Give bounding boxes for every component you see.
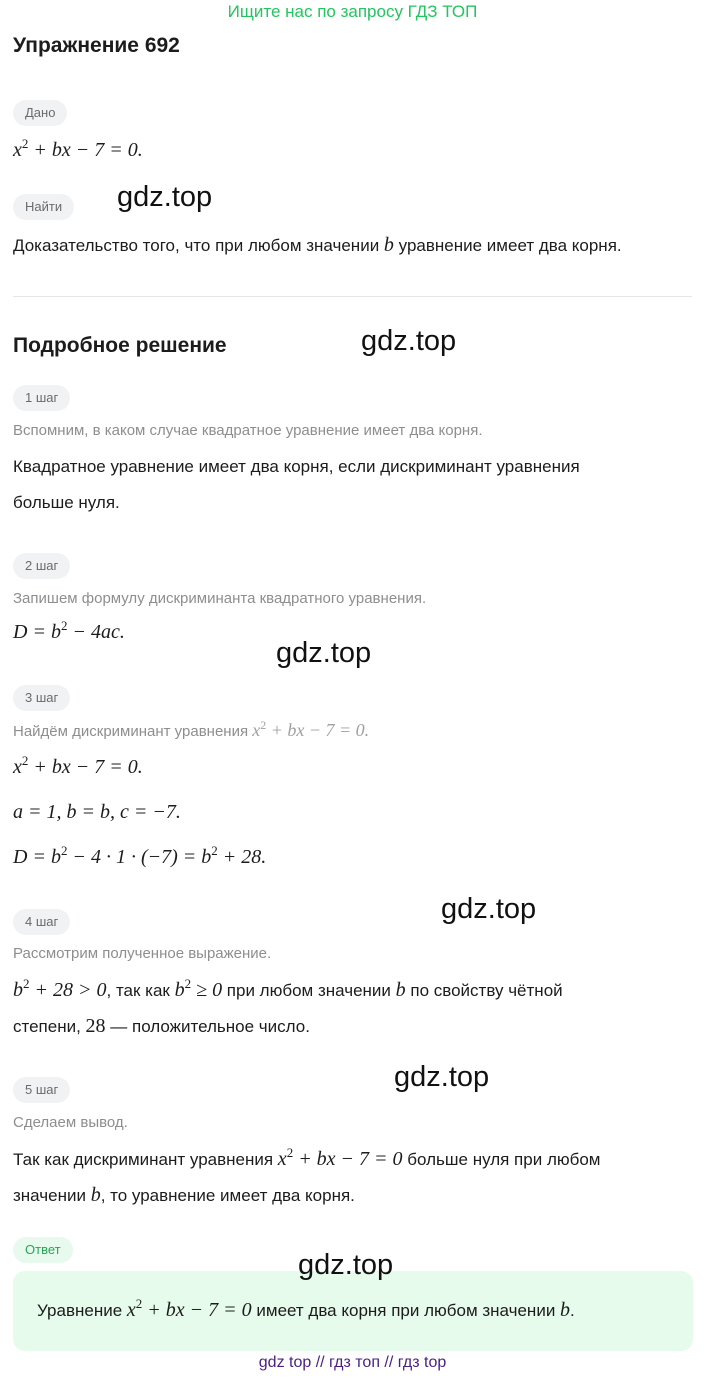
step-2-tag: 2 шаг — [13, 553, 70, 579]
section-divider — [13, 296, 692, 297]
step-2-formula: $D = b^2 - 4ac$. — [13, 618, 125, 643]
watermark: gdz.top — [394, 1061, 490, 1093]
solution-title: Подробное решение — [13, 334, 227, 357]
step-4-line-1: $b^2 + 28 > 0$, так как $b^2 \ge 0$ при любом значении b по свойству чётной — [13, 976, 563, 1001]
step-1-line-2: больше нуля. — [13, 493, 120, 512]
step-4-hint: Рассмотрим полученное выражение. — [13, 945, 272, 962]
given-equation: $x^2$ + bx − 7 = 0. — [13, 136, 143, 161]
step-4-tag: 4 шаг — [13, 909, 70, 935]
step-1-tag: 1 шаг — [13, 385, 70, 411]
find-tag: Найти — [13, 194, 74, 220]
step-3-coefficients: a = 1, b = b, c = −7. — [13, 801, 181, 823]
step-5-line-1: Так как дискриминант уравнения $x^2$ + bx − 7 = 0 больше нуля при любом — [13, 1145, 601, 1170]
page-title: Упражнение 692 — [13, 34, 180, 57]
find-text: Доказательство того, что при любом значении b уравнение имеет два корня. — [13, 234, 622, 256]
top-banner: Ищите нас по запросу ГДЗ ТОП — [227, 2, 478, 21]
step-5-hint: Сделаем вывод. — [13, 1114, 128, 1131]
watermark: gdz.top — [276, 637, 372, 669]
step-3-discriminant: $D = b^2 - 4 \cdot 1 \cdot (-7) = b^2 + 28$. — [13, 843, 267, 868]
step-2-hint: Запишем формулу дискриминанта квадратного уравнения. — [13, 590, 427, 607]
answer-tag: Ответ — [13, 1237, 73, 1263]
step-4-line-2: степени, 28 — положительное число. — [13, 1015, 310, 1037]
footer-links: gdz top // гдз топ // гдз top — [258, 1354, 447, 1371]
given-tag: Дано — [13, 100, 67, 126]
watermark: gdz.top — [117, 181, 213, 213]
step-3-tag: 3 шаг — [13, 685, 70, 711]
step-5-line-2: значении b, то уравнение имеет два корня. — [13, 1184, 355, 1206]
step-1-hint: Вспомним, в каком случае квадратное уравнение имеет два корня. — [13, 422, 483, 439]
step-5-tag: 5 шаг — [13, 1077, 70, 1103]
answer-text: Уравнение $x^2$ + bx − 7 = 0 имеет два корня при любом значении b. — [37, 1296, 575, 1321]
step-1-line-1: Квадратное уравнение имеет два корня, если дискриминант уравнения — [13, 457, 580, 476]
watermark: gdz.top — [441, 893, 537, 925]
step-3-hint: Найдём дискриминант уравнения $x^2$ + bx − 7 = 0. — [13, 718, 370, 740]
step-3-equation: $x^2$ + bx − 7 = 0. — [13, 753, 143, 778]
watermark: gdz.top — [361, 325, 457, 357]
watermark: gdz.top — [298, 1249, 394, 1281]
